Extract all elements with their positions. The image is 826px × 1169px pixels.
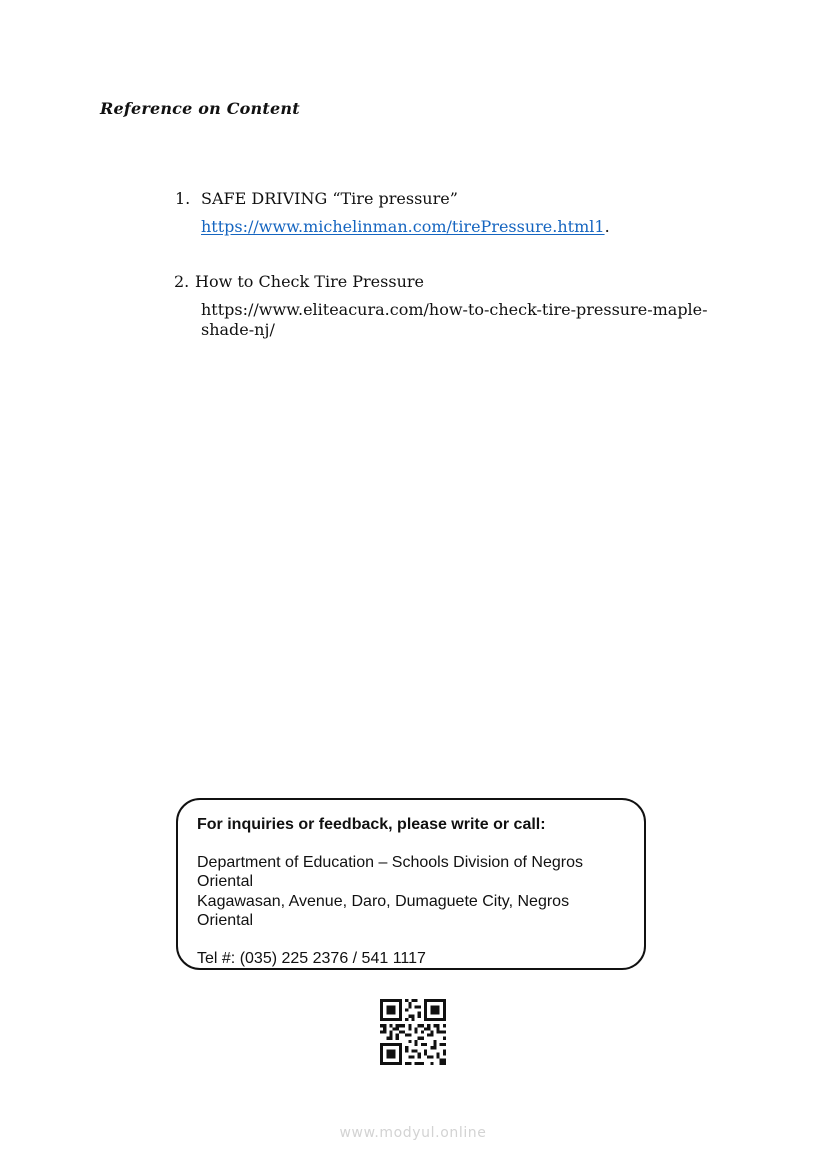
reference-title: How to Check Tire Pressure bbox=[195, 272, 424, 291]
reference-url: https://www.eliteacura.com/how-to-check-tire-pressure-maple-shade-nj/ bbox=[201, 300, 708, 339]
watermark: www.modyul.online bbox=[339, 1125, 487, 1141]
reference-url-period: . bbox=[604, 217, 610, 236]
contact-box bbox=[176, 798, 646, 970]
contact-title: For inquiries or feedback, please write or call: bbox=[197, 816, 546, 833]
page-heading: Reference on Content bbox=[100, 99, 300, 118]
contact-organization: Department of Education – Schools Division of Negros Oriental bbox=[197, 853, 583, 890]
reference-number: 2. bbox=[174, 272, 190, 291]
qr-code-icon bbox=[380, 999, 446, 1065]
contact-content bbox=[197, 815, 617, 968]
reference-number: 1. bbox=[175, 189, 191, 208]
contact-address: Kagawasan, Avenue, Daro, Dumaguete City, Negros Oriental bbox=[197, 892, 570, 929]
reference-link[interactable]: https://www.michelinman.com/tirePressure.html1 bbox=[201, 217, 605, 236]
reference-url-line bbox=[201, 217, 610, 237]
contact-telephone: Tel #: (035) 225 2376 / 541 1117 bbox=[197, 949, 426, 967]
reference-title: SAFE DRIVING “Tire pressure” bbox=[201, 189, 458, 208]
